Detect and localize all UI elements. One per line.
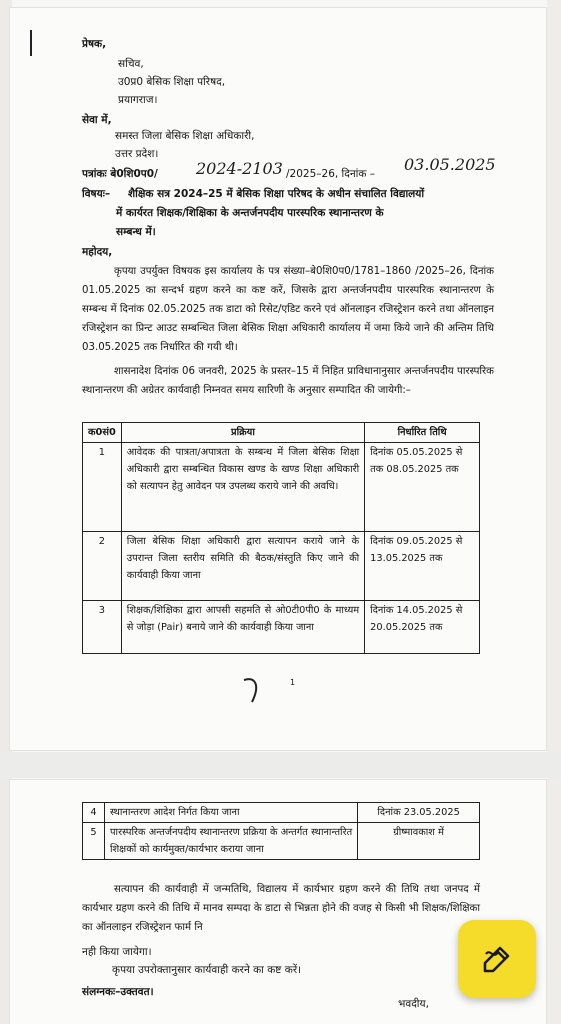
schedule-table-continued — [82, 802, 480, 860]
from-line-2: उ0प्र0 बेसिक शिक्षा परिषद, — [118, 76, 226, 88]
header-process: प्रक्रिया — [121, 423, 364, 443]
row-5-date: ग्रीष्मावकाश में — [358, 823, 480, 860]
paragraph-3-tail: नही किया जायेगा। — [82, 946, 152, 958]
to-line-1: समस्त जिला बेसिक शिक्षा अधिकारी, — [115, 130, 255, 142]
date-handwritten: 03.05.2025 — [404, 155, 496, 174]
paragraph-2 — [82, 362, 494, 400]
row-3-serial: 3 — [83, 601, 122, 654]
row-1-date: दिनांक 05.05.2025 से तक 08.05.2025 तक — [365, 443, 480, 532]
paragraph-2-text: शासनादेश दिनांक 06 जनवरी, 2025 के प्रस्तर–15 में निहित प्राविधानानुसार अन्तर्जनपदीय पारस्परिक स्थानान्तरण की अग्रेतर कार्यवाही निम्नवत समय सारिणी के अनुसार सम्पादित की जायेगी:– — [82, 366, 494, 396]
row-2-serial: 2 — [83, 532, 122, 601]
subject-label: विषयः– — [82, 188, 111, 200]
reference-prefix: पत्रांकः बे0शि0प0/ — [82, 168, 158, 180]
page-edge-right — [547, 0, 561, 1024]
row-5-serial: 5 — [83, 823, 105, 860]
row-1-serial: 1 — [83, 443, 122, 532]
from-line-1: सचिव, — [118, 58, 144, 70]
subject-line-3: सम्बन्ध में। — [116, 226, 156, 238]
paragraph-1-text: कृपया उपर्युक्त विषयक इस कार्यालय के पत्र संख्या–बे0शि0प0/1781–1860 /2025–26, दिनांक 01.05.2025 का सन्दर्भ ग्रहण करने का कष्ट करें, जिसके द्वारा अन्तर्जनपदीय पारस्परिक स्थानान्तरण के सम्बन्ध में दिनांक 02.05.2025 तक डाटा को रिसेट/एडिट करने एवं ऑनलाइन रजिस्ट्रेशन करने तथा ऑनलाइन रजिस्ट्रेशन का प्रिन्ट आउट सम्बन्धित जिला बेसिक शिक्षा अधिकारी कार्यालय में जमा किये जाने की अन्तिम तिथि 03.05.2025 तक निर्धारित की गयी थी। — [82, 266, 494, 353]
table-row — [83, 601, 480, 654]
enclosure-note: संलग्नकः–उक्तवत। — [82, 986, 154, 998]
row-2-process: जिला बेसिक शिक्षा अधिकारी द्वारा सत्यापन कराये जाने के उपरान्त जिला स्तरीय समिति की बैठक/संस्तुति किए जाने की कार्यवाही किया जाना — [121, 532, 364, 601]
closing: भवदीय, — [398, 998, 429, 1010]
to-line-2: उत्तर प्रदेश। — [115, 148, 159, 160]
reference-suffix: /2025–26, दिनांक – — [286, 168, 376, 180]
from-label: प्रेषक, — [82, 38, 107, 50]
edit-button[interactable] — [458, 920, 536, 998]
reference-number-handwritten: 2024-2103 — [196, 159, 283, 178]
table-row — [83, 823, 480, 860]
page-separator — [0, 752, 561, 778]
row-4-process: स्थानान्तरण आदेश निर्गत किया जाना — [104, 803, 357, 823]
row-1-process: आवेदक की पात्रता/अपात्रता के सम्बन्ध में जिला बेसिक शिक्षा अधिकारी द्वारा सम्बन्धित विकास खण्ड के खण्ड शिक्षा अधिकारी को सत्यापन हेतु आवेदन पत्र उपलब्ध कराये जाने की अवधि। — [121, 443, 364, 532]
header-date: निर्धारित तिथि — [365, 423, 480, 443]
paragraph-3-text: सत्यापन की कार्यवाही में जन्मतिथि, विद्यालय में कार्यभार ग्रहण करने की तिथि तथा जनपद में कार्यभार ग्रहण करने की तिथि में मानव सम्पदा के डाटा से भिन्नता होने की वजह से किसी भी शिक्षक/शिक्षिका का ऑनलाइन रजिस्ट्रेशन फार्म नि — [82, 884, 480, 933]
header-serial: क0सं0 — [83, 423, 122, 443]
schedule-table — [82, 422, 480, 654]
table-header-row — [83, 423, 480, 443]
row-2-date: दिनांक 09.05.2025 से 13.05.2025 तक — [365, 532, 480, 601]
subject-line-1: शैक्षिक सत्र 2024–25 में बेसिक शिक्षा परिषद के अधीन संचालित विद्यालयों — [128, 188, 425, 200]
pen-stroke-mark — [238, 672, 268, 708]
paragraph-4: कृपया उपरोक्तानुसार कार्यवाही करने का कष्ट करें। — [112, 964, 302, 976]
row-4-date: दिनांक 23.05.2025 — [358, 803, 480, 823]
row-3-process: शिक्षक/शिक्षिका द्वारा आपसी सहमति से ओ0टी0पी0 के माध्यम से जोड़ा (Pair) बनाये जाने की कार्यवाही किया जाना — [121, 601, 364, 654]
to-label: सेवा में, — [82, 114, 112, 126]
table-row — [83, 803, 480, 823]
page-number: 1 — [290, 678, 296, 687]
table-row — [83, 443, 480, 532]
row-5-process: पारस्परिक अन्तर्जनपदीय स्थानान्तरण प्रक्रिया के अन्तर्गत स्थानान्तरित शिक्षकों को कार्यमुक्त/कार्यभार कराया जाना — [104, 823, 357, 860]
subject-line-2: में कार्यरत शिक्षक/शिक्षिका के अन्तर्जनपदीय पारस्परिक स्थानान्तरण के — [116, 207, 384, 219]
pen-edit-icon — [480, 942, 514, 976]
table-row — [83, 532, 480, 601]
row-4-serial: 4 — [83, 803, 105, 823]
text-cursor — [30, 30, 32, 56]
from-line-3: प्रयागराज। — [118, 94, 158, 106]
row-3-date: दिनांक 14.05.2025 से 20.05.2025 तक — [365, 601, 480, 654]
paragraph-3 — [82, 880, 480, 937]
salutation: महोदय, — [82, 246, 113, 258]
paragraph-1 — [82, 262, 494, 357]
